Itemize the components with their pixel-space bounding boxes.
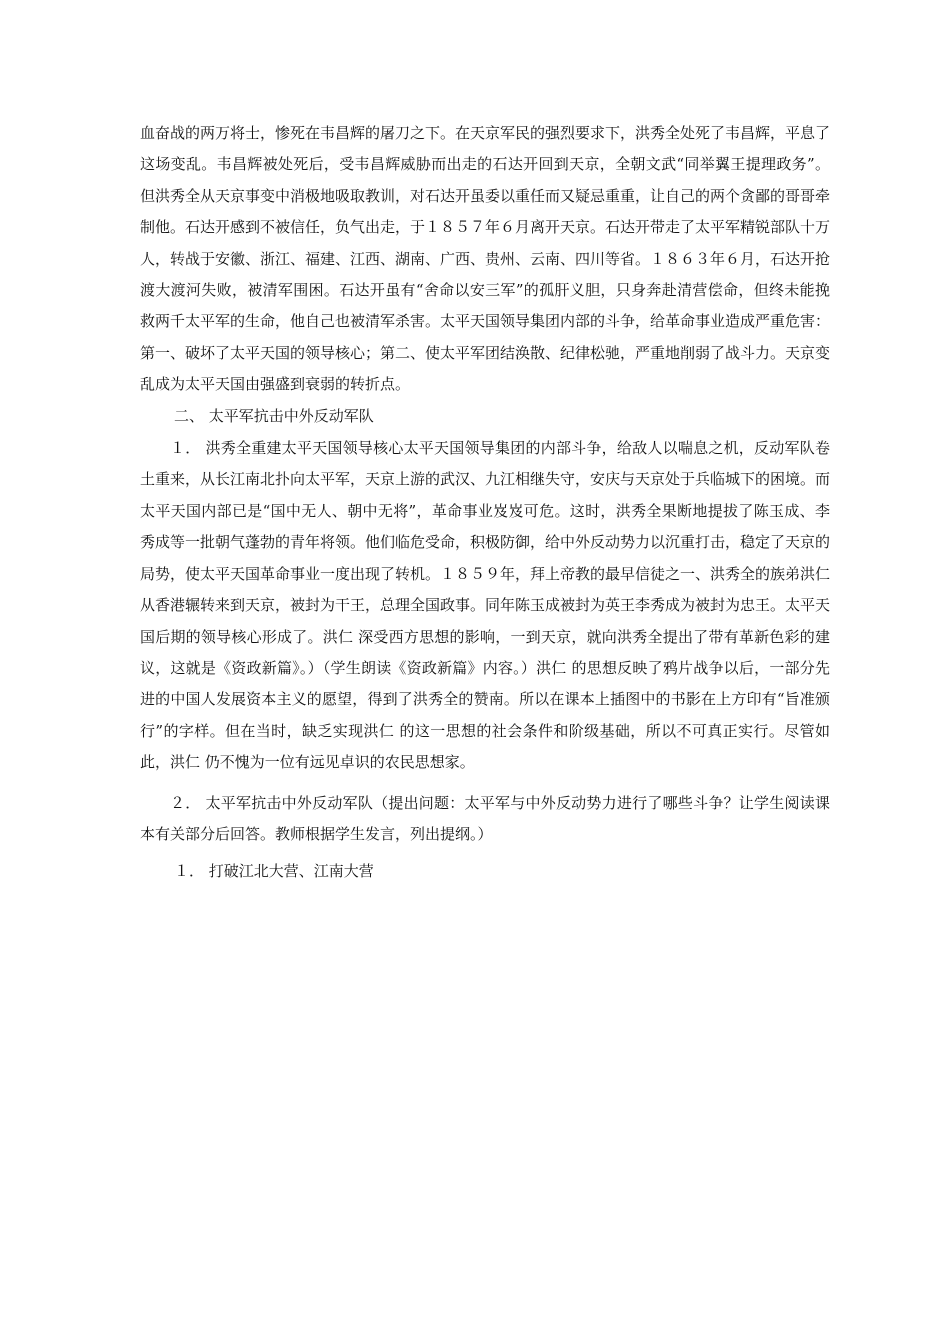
subheading-break-camps: １． 打破江北大营、江南大营 [174, 862, 374, 881]
paragraph-tianjing-incident: 血奋战的两万将士，惨死在韦昌辉的屠刀之下。在天京军民的强烈要求下，洪秀全处死了韦昌辉，平息了这场变乱。韦昌辉被处死后，受韦昌辉威胁而出走的石达开回到天京，全朝文武“同举翼王提理政务”。但洪秀全从天京事变中消极地吸取教训，对石达开虽委以重任而又疑忌重重，让自己的两个贪鄙的哥哥牵制他。石达开感到不被信任，负气出走，于１８５７年６月离开天京。石达开带走了太平军精锐部队十万人，转战于安徽、浙江、福建、江西、湖南、广西、贵州、云南、四川等省。１８６３年６月，石达开抢渡大渡河失败，被清军围困。石达开虽有“舍命以安三军”的孤肝义胆，只身奔赴清营偿命，但终未能挽救两千太平军的生命，他自己也被清军杀害。太平天国领导集团内部的斗争，给革命事业造成严重危害：第一、破坏了太平天国的领导核心；第二、使太平军团结涣散、纪律松驰，严重地削弱了战斗力。天京变乱成为太平天国由强盛到衰弱的转折点。 [140, 124, 831, 394]
paragraph-resist-reactionary-forces: ２． 太平军抗击中外反动军队（提出问题：太平军与中外反动势力进行了哪些斗争？让学生阅读课本有关部分后回答。教师根据学生发言，列出提纲。） [140, 793, 830, 843]
section-heading-taiping-resistance: 二、 太平军抗击中外反动军队 [174, 406, 374, 425]
paragraph-rebuild-leadership: １． 洪秀全重建太平天国领导核心太平天国领导集团的内部斗争，给敌人以喘息之机，反动军队卷土重来，从长江南北扑向太平军，天京上游的武汉、九江相继失守，安庆与天京处于兵临城下的困境。而太平天国内部已是“国中无人、朝中无将”，革命事业岌岌可危。这时，洪秀全果断地提拔了陈玉成、李秀成等一批朝气蓬勃的青年将领。他们临危受命，积极防御，给中外反动势力以沉重打击，稳定了天京的局势，使太平天国革命事业一度出现了转机。１８５９年，拜上帝教的最早信徒之一、洪秀全的族弟洪仁 从香港辗转来到天京，被封为干王，总理全国政事。同年陈玉成被封为英王李秀成为被封为忠王。太平天国后期的领导核心形成了。洪仁 深受西方思想的影响，一到天京，就向洪秀全提出了带有革新色彩的建议，这就是《资政新篇》。）（学生朗读《资政新篇》内容。）洪仁 的思想反映了鸦片战争以后，一部分先进的中国人发展资本主义的愿望，得到了洪秀全的赞南。所以在课本上插图中的书影在上方印有“旨准颁行”的字样。但在当时，缺乏实现洪仁 的这一思想的社会条件和阶级基础，所以不可真正实行。尽管如此，洪仁 仍不愧为一位有远见卓识的农民思想家。 [140, 439, 831, 772]
document-body [140, 118, 830, 888]
